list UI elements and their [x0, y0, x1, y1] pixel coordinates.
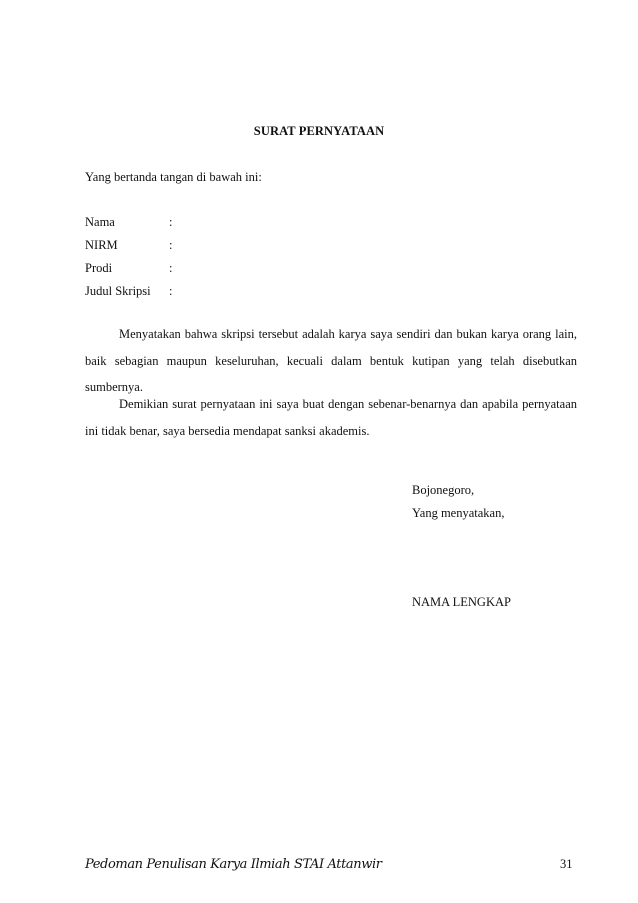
footer-title: Pedoman Penulisan Karya Ilmiah STAI Attanwir [85, 857, 382, 872]
intro-text: Yang bertanda tangan di bawah ini: [85, 170, 262, 184]
field-separator: : [169, 238, 173, 252]
field-nirm [85, 238, 172, 253]
field-label: Judul Skripsi [85, 284, 151, 298]
statement-paragraph: Menyatakan bahwa skripsi tersebut adalah karya saya sendiri dan bukan karya orang lain, baik sebagian maupun keseluruhan, kecuali dalam bentuk kutipan yang telah disebutkan sumbernya. [85, 327, 577, 394]
field-judul-skripsi [85, 284, 172, 299]
signature-statement: Yang menyatakan, [412, 506, 505, 520]
page-number: 31 [560, 857, 573, 871]
field-label: Prodi [85, 261, 113, 275]
closing-paragraph: Demikian surat pernyataan ini saya buat dengan sebenar-benarnya dan apabila pernyataan ini tidak benar, saya bersedia mendapat sanksi akademis. [85, 397, 577, 438]
field-nama [85, 215, 172, 230]
signature-name: NAMA LENGKAP [412, 595, 511, 609]
field-label: NIRM [85, 238, 118, 252]
field-prodi [85, 261, 172, 276]
field-separator: : [169, 261, 173, 275]
document-title: SURAT PERNYATAAN [253, 124, 385, 138]
field-label: Nama [85, 215, 115, 229]
signature-place: Bojonegoro, [412, 483, 475, 497]
field-separator: : [169, 215, 173, 229]
field-separator: : [169, 284, 173, 298]
